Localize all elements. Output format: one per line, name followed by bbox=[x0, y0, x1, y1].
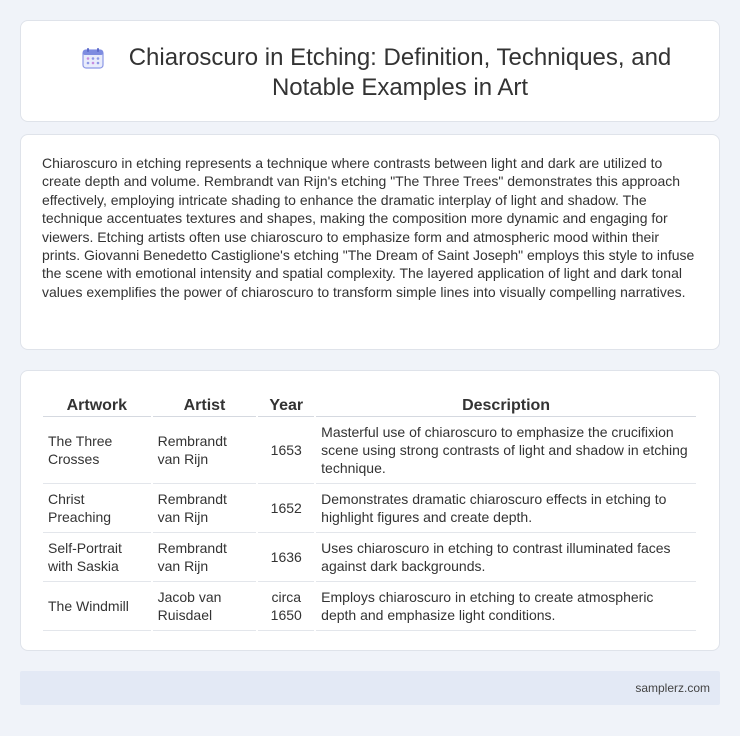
table-row bbox=[43, 533, 696, 582]
cell-description: Masterful use of chiaroscuro to emphasize the crucifixion scene using strong contrasts of light and shadow in etching technique. bbox=[316, 417, 696, 484]
intro-card bbox=[20, 134, 720, 350]
header-artist: Artist bbox=[153, 391, 257, 417]
cell-artwork: The Windmill bbox=[43, 582, 151, 631]
page-title: Chiaroscuro in Etching: Definition, Techniques, and Notable Examples in Art bbox=[128, 44, 672, 101]
header-description: Description bbox=[316, 391, 696, 417]
table-row bbox=[43, 582, 696, 631]
cell-artist: Rembrandt van Rijn bbox=[153, 417, 257, 484]
cell-artist: Rembrandt van Rijn bbox=[153, 484, 257, 533]
cell-year: 1652 bbox=[258, 484, 314, 533]
table-card bbox=[20, 370, 720, 651]
header-artwork: Artwork bbox=[43, 391, 151, 417]
cell-description: Demonstrates dramatic chiaroscuro effects in etching to highlight figures and create depth. bbox=[316, 484, 696, 533]
cell-artist: Jacob van Ruisdael bbox=[153, 582, 257, 631]
cell-year: 1653 bbox=[258, 417, 314, 484]
cell-description: Employs chiaroscuro in etching to create atmospheric depth and emphasize light conditions. bbox=[316, 582, 696, 631]
calendar-icon bbox=[82, 47, 104, 69]
footer-bar bbox=[20, 671, 720, 705]
title-card bbox=[20, 20, 720, 122]
cell-description: Uses chiaroscuro in etching to contrast illuminated faces against dark backgrounds. bbox=[316, 533, 696, 582]
artworks-table bbox=[41, 391, 698, 631]
cell-artwork: Christ Preaching bbox=[43, 484, 151, 533]
cell-artist: Rembrandt van Rijn bbox=[153, 533, 257, 582]
table-row bbox=[43, 484, 696, 533]
table-header-row bbox=[43, 391, 696, 417]
cell-year: circa 1650 bbox=[258, 582, 314, 631]
cell-year: 1636 bbox=[258, 533, 314, 582]
cell-artwork: The Three Crosses bbox=[43, 417, 151, 484]
cell-artwork: Self-Portrait with Saskia bbox=[43, 533, 151, 582]
intro-paragraph: Chiaroscuro in etching represents a technique where contrasts between light and dark are utilized to create depth and volume. Rembrandt van Rijn's etching "The Three Trees" demonstrates this approach effectively, employing intricate shading to enhance the dramatic interplay of light and shadow. The technique accentuates textures and shapes, making the composition more dynamic and engaging for viewers. Etching artists often use chiaroscuro to emphasize form and atmospheric mood within their prints. Giovanni Benedetto Castiglione's etching "The Dream of Saint Joseph" employs this style to infuse the scene with emotional intensity and spatial complexity. The layered application of light and dark tonal values exemplifies the power of chiaroscuro to transform simple lines into visually compelling narratives. bbox=[42, 155, 695, 300]
table-row bbox=[43, 417, 696, 484]
footer-site-link[interactable]: samplerz.com bbox=[635, 681, 710, 695]
header-year: Year bbox=[258, 391, 314, 417]
